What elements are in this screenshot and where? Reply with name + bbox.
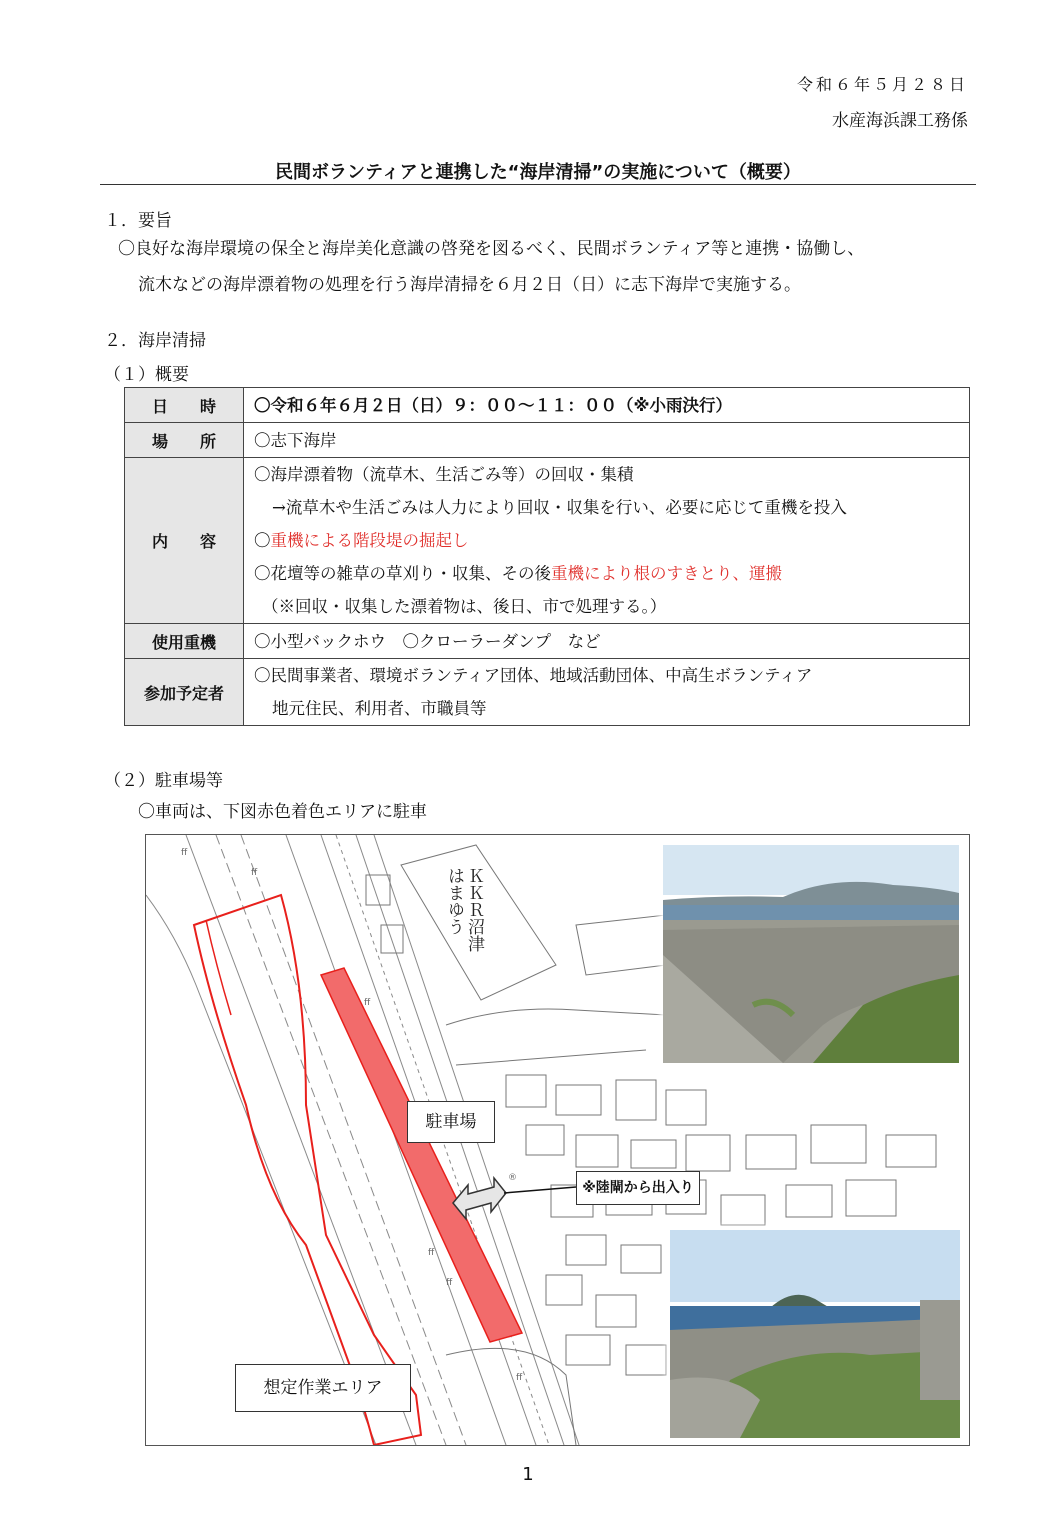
gate-callout: ※陸閘から出入り (576, 1171, 700, 1205)
work-area-inner-line (206, 920, 231, 1015)
content-line-3-red: 重機による階段堤の掘起し (270, 531, 469, 550)
building-label (444, 867, 485, 952)
content-line-4-text: 〇花壇等の雑草の草刈り・収集、その後 (254, 564, 551, 583)
summary-line-1: 〇良好な海岸環境の保全と海岸美化意識の啓発を図るべく、民間ボランティア等と連携・協働し、 (118, 239, 865, 259)
date-value: 〇令和６年６月２日（日）９：００〜１１：００（※小雨決行） (254, 395, 733, 415)
subsection-overview-heading: （１）概要 (104, 365, 189, 385)
place-label: 場 所 (125, 423, 244, 458)
content-line-5: （※回収・収集した漂着物は、後日、市で処理する。） (262, 597, 667, 616)
place-value-cell (244, 423, 970, 458)
building-label-1: ＫＫＲ沼津 (464, 867, 484, 952)
page-number: 1 (522, 1464, 534, 1485)
svg-text:ff: ff (364, 998, 371, 1008)
content-line-2: →流草木や生活ごみは人力により回収・収集を行い、必要に応じて重機を投入 (272, 498, 847, 517)
svg-text:®: ® (508, 1173, 517, 1183)
svg-text:ff: ff (251, 868, 258, 878)
table-row-participants (125, 659, 970, 726)
gate-arrow (453, 1178, 506, 1219)
department-name: 水産海浜課工務係 (832, 111, 968, 131)
document-title: 民間ボランティアと連携した“海岸清掃”の実施について（概要） (275, 162, 801, 183)
table-row-place (125, 423, 970, 458)
gate-pointer-line (504, 1187, 576, 1193)
summary-line-2: 流木などの海岸漂着物の処理を行う海岸清掃を６月２日（日）に志下海岸で実施する。 (138, 275, 801, 295)
participants-line-1: 〇民間事業者、環境ボランティア団体、地域活動団体、中高生ボランティア (254, 666, 813, 685)
content-line-4 (254, 557, 969, 590)
overview-table (124, 387, 970, 726)
table-row-content (125, 458, 970, 624)
site-map (145, 834, 970, 1446)
date-value-cell (244, 388, 970, 423)
machine-value-cell (244, 624, 970, 659)
participants-label: 参加予定者 (125, 659, 244, 726)
table-row-date (125, 388, 970, 423)
beach-photo-work-area-image (670, 1230, 960, 1438)
content-line-4-red: 重機により根のすきとり、運搬 (551, 564, 782, 583)
content-value-cell (244, 458, 970, 624)
subsection-parking-heading: （２）駐車場等 (104, 771, 223, 791)
building-label-2: はまゆう (444, 867, 464, 935)
section1-heading: １．要旨 (104, 211, 172, 231)
beach-photo-parking-image (663, 845, 959, 1063)
work-area-callout: 想定作業エリア (235, 1364, 411, 1412)
place-value: 〇志下海岸 (254, 430, 337, 450)
machine-label: 使用重機 (125, 624, 244, 659)
title-divider (100, 184, 976, 185)
svg-text:ff: ff (181, 848, 188, 858)
svg-text:ff: ff (516, 1373, 523, 1383)
beach-photo-work-area (670, 1230, 960, 1438)
map-roads (146, 835, 579, 1445)
work-area-outline (194, 895, 421, 1445)
date-label: 日 時 (125, 388, 244, 423)
parking-note: 〇車両は、下図赤色着色エリアに駐車 (138, 802, 427, 822)
content-line-1: 〇海岸漂着物（流草木、生活ごみ等）の回収・集積 (254, 465, 634, 484)
participants-line-2: 地元住民、利用者、市職員等 (272, 699, 487, 718)
content-line-3 (254, 524, 969, 557)
table-row-machines (125, 624, 970, 659)
participants-value-cell (244, 659, 970, 726)
section2-heading: ２．海岸清掃 (104, 331, 206, 351)
svg-text:ff: ff (428, 1248, 435, 1258)
svg-text:ff: ff (446, 1278, 453, 1288)
content-label: 内 容 (125, 458, 244, 624)
machine-value: 〇小型バックホウ 〇クローラーダンプ など (254, 631, 601, 651)
document-date: 令和６年５月２８日 (796, 75, 968, 94)
parking-callout: 駐車場 (407, 1101, 495, 1143)
beach-photo-parking (663, 845, 959, 1063)
content-line-3-mark: 〇 (254, 531, 271, 550)
